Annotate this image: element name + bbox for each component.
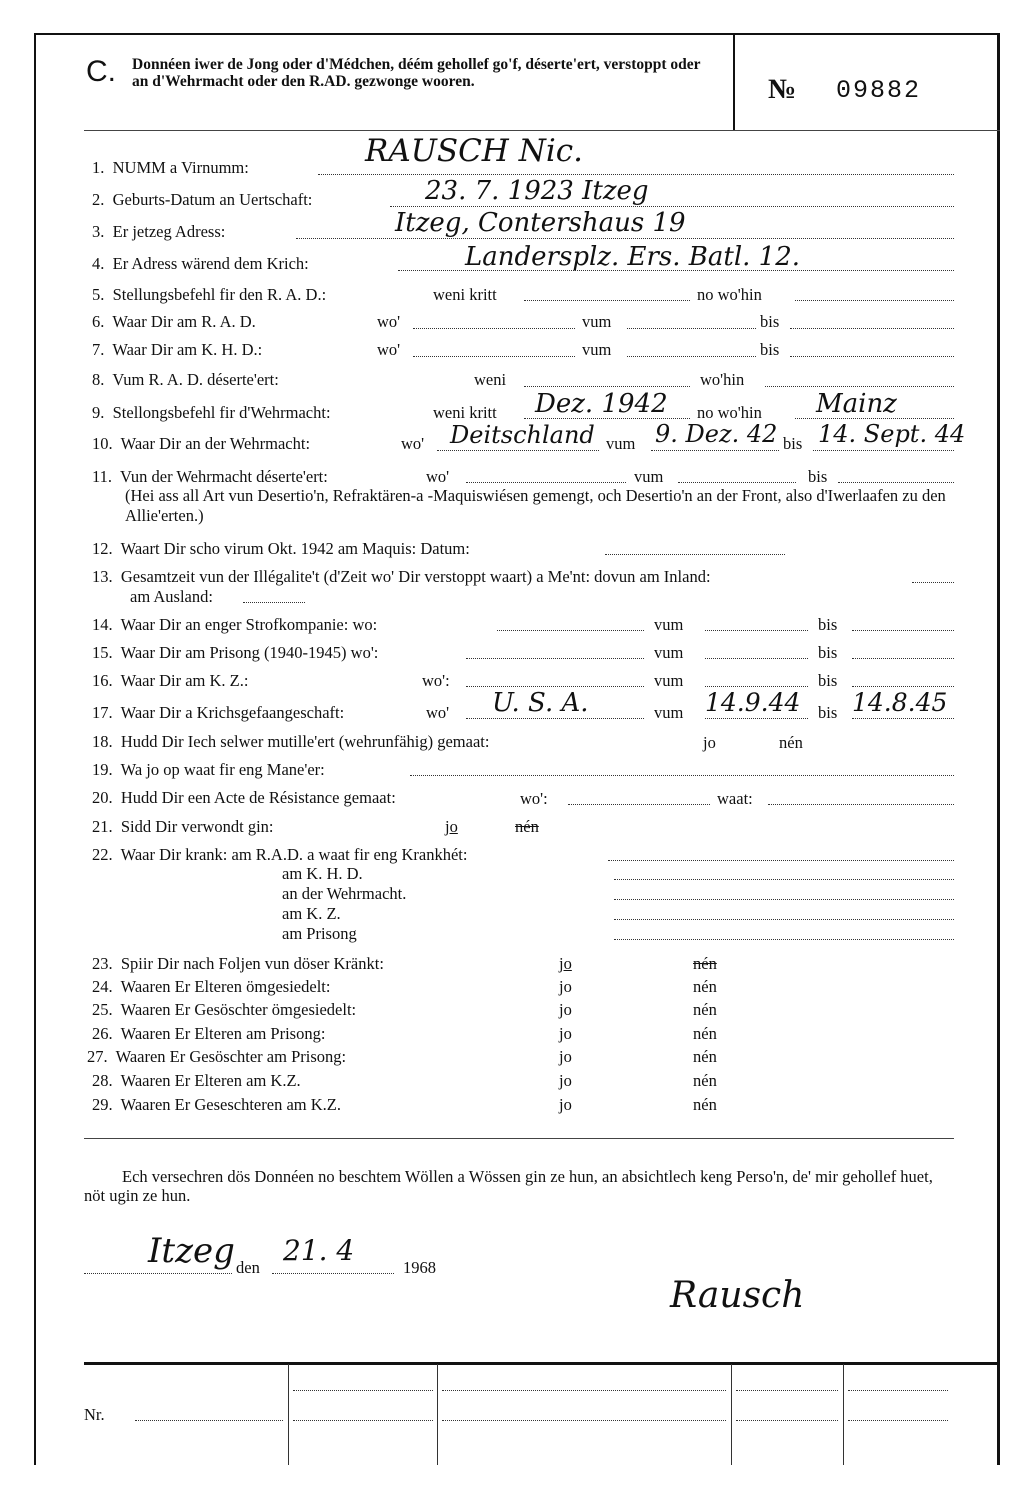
handwritten-wehrmacht-to: 14. Sept. 44 [818,420,966,448]
field-line[interactable] [614,899,954,900]
row-5-nowohin: no wo'hin [697,285,762,304]
row-15-bis: bis [818,643,838,662]
handwritten-wehrmacht-from: 9. Dez. 42 [655,420,778,448]
field-line[interactable] [497,630,644,631]
field-line[interactable] [410,775,954,776]
field-line[interactable] [466,718,644,719]
field-line[interactable] [614,879,954,880]
field-line[interactable] [466,658,644,659]
field-line[interactable] [568,804,710,805]
row-1: 1. NUMM a Virnumm: [92,158,249,177]
field-line[interactable] [413,356,575,357]
field-line[interactable] [614,939,954,940]
date-line[interactable] [272,1273,394,1274]
handwritten-call-place: Mainz [816,389,897,419]
row-4: 4. Er Adress wärend dem Krich: [92,254,309,273]
row-13-abroad: am Ausland: [130,587,213,606]
row-7-wo: wo' [377,340,401,359]
form-number: 09882 [836,76,922,105]
option-nen[interactable]: nén [693,1095,717,1114]
row-16-bis: bis [818,671,838,690]
option-jo[interactable]: jo [703,733,716,752]
row-12: 12. Waart Dir scho virum Okt. 1942 am Maquis: Datum: [92,539,470,558]
option-nen[interactable]: nén [693,1000,717,1019]
field-line-birth[interactable] [390,206,954,207]
option-jo[interactable]: jo [559,1047,572,1066]
row-11-note: (Hei ass all Art vun Desertio'n, Refraktären-a -Maquiswiésen gemengt, och Desertio'n an der Front, also d'Iwerlaafen zu den Allie'erten.) [125,486,946,525]
option-nen[interactable]: nén [779,733,803,752]
row-17-wo: wo' [426,703,450,722]
field-line[interactable] [705,658,808,659]
row-22-sub-wehrmacht: an der Wehrmacht. [282,884,407,903]
field-line[interactable] [795,300,954,301]
row-15: 15. Waar Dir am Prisong (1940-1945) wo': [92,643,379,662]
row-29: 29. Waaren Er Geseschteren am K.Z. [92,1095,341,1114]
field-line[interactable] [813,450,954,451]
row-7-vum: vum [582,340,612,359]
row-14: 14. Waar Dir an enger Strofkompanie: wo: [92,615,378,634]
year-label: 1968 [403,1258,436,1277]
handwritten-call-date: Dez. 1942 [535,389,668,419]
row-17-vum: vum [654,703,684,722]
row-16-vum: vum [654,671,684,690]
field-line[interactable] [852,686,954,687]
row-5: 5. Stellungsbefehl fir den R. A. D.: [92,285,327,304]
handwritten-place: Itzeg [148,1231,235,1271]
place-line[interactable] [84,1273,232,1274]
row-24: 24. Waaren Er Elteren ömgesiedelt: [92,977,331,996]
option-nen-struck[interactable]: nén [515,817,539,836]
handwritten-address: Itzeg, Contershaus 19 [395,208,686,238]
field-line[interactable] [852,658,954,659]
field-line[interactable] [838,482,954,483]
footer-field-line[interactable] [293,1390,433,1391]
field-line-address[interactable] [296,238,954,239]
field-line[interactable] [768,804,954,805]
footer-field-line[interactable] [848,1390,948,1391]
footer-col-divider [843,1364,844,1465]
field-line[interactable] [852,630,954,631]
field-line[interactable] [852,718,954,719]
row-20-waat: waat: [717,789,753,808]
row-11: 11. Vun der Wehrmacht déserte'ert: [92,467,328,486]
row-23: 23. Spiir Dir nach Foljen vun döser Kränkt: [92,954,384,973]
row-22: 22. Waar Dir krank: am R.A.D. a waat fir eng Krankhét: [92,845,468,864]
row-8-weni: weni [474,370,507,389]
option-nen[interactable]: nén [693,977,717,996]
field-line[interactable] [605,554,785,555]
row-6-wo: wo' [377,312,401,331]
row-8-wohin: wo'hin [700,370,745,389]
row-11-wo: wo' [426,467,450,486]
field-line[interactable] [466,482,626,483]
field-line[interactable] [705,718,808,719]
row-11-bis: bis [808,467,828,486]
row-17: 17. Waar Dir a Krichsgefaangeschaft: [92,703,345,722]
row-20: 20. Hudd Dir een Acte de Résistance gemaat: [92,788,396,807]
row-16-wo: wo': [422,671,450,690]
footer-nr-label: Nr. [84,1405,105,1424]
field-line[interactable] [705,630,808,631]
row-10-bis: bis [783,434,803,453]
option-nen-struck[interactable]: nén [693,954,717,973]
option-nen[interactable]: nén [693,1047,717,1066]
option-jo[interactable]: jo [559,1071,572,1090]
option-nen[interactable]: nén [693,1071,717,1090]
row-14-vum: vum [654,615,684,634]
handwritten-birth: 23. 7. 1923 Itzeg [425,176,649,206]
footer-field-line[interactable] [442,1420,726,1421]
footer-field-line[interactable] [442,1390,726,1391]
field-line[interactable] [524,300,690,301]
option-jo-selected[interactable]: jo [559,954,572,973]
footer-col-divider [437,1364,438,1465]
row-6: 6. Waar Dir am R. A. D. [92,312,256,331]
row-11-vum: vum [634,467,664,486]
header-rule [84,130,1000,131]
field-line[interactable] [243,602,305,603]
footer-field-line[interactable] [848,1420,948,1421]
field-line[interactable] [437,450,599,451]
row-9-weni: weni kritt [433,403,497,422]
row-15-vum: vum [654,643,684,662]
row-2: 2. Geburts-Datum an Uertschaft: [92,190,313,209]
row-18: 18. Hudd Dir Iech selwer mutille'ert (wehrunfähig) gemaat: [92,732,490,751]
footer-field-line[interactable] [736,1390,838,1391]
row-10: 10. Waar Dir an der Wehrmacht: [92,434,311,453]
footer-col-divider [731,1364,732,1465]
field-line[interactable] [627,356,756,357]
row-10-vum: vum [606,434,636,453]
row-22-sub-kz: am K. Z. [282,904,341,923]
field-line[interactable] [790,356,954,357]
footer-rule [84,1362,1000,1365]
field-line[interactable] [627,328,756,329]
row-7-bis: bis [760,340,780,359]
field-line[interactable] [705,686,808,687]
field-line[interactable] [790,328,954,329]
field-line[interactable] [608,860,954,861]
signature: Rausch [670,1275,805,1316]
row-19: 19. Wa jo op waat fir eng Mane'er: [92,760,325,779]
row-6-vum: vum [582,312,612,331]
field-line[interactable] [678,482,796,483]
footer-field-line[interactable] [736,1420,838,1421]
row-9-nowohin: no wo'hin [697,403,762,422]
field-line[interactable] [765,386,954,387]
handwritten-name: RAUSCH Nic. [365,133,583,169]
field-line-name[interactable] [318,174,954,175]
row-8: 8. Vum R. A. D. déserte'ert: [92,370,279,389]
row-5-weni: weni kritt [433,285,497,304]
form-title: Donnéen iwer de Jong oder d'Médchen, déém gehollef go'f, déserte'ert, verstoppt oder an d'Wehrmacht oder den R.AD. gezwonge wooren. [132,56,701,90]
row-26: 26. Waaren Er Elteren am Prisong: [92,1024,326,1043]
field-line[interactable] [651,450,779,451]
option-jo-selected[interactable]: jo [445,817,458,836]
option-jo[interactable]: jo [559,1095,572,1114]
handwritten-pow-from: 14.9.44 [705,688,801,717]
row-7: 7. Waar Dir am K. H. D.: [92,340,263,359]
row-6-bis: bis [760,312,780,331]
row-10-wo: wo' [401,434,425,453]
row-14-bis: bis [818,615,838,634]
row-25: 25. Waaren Er Gesöschter ömgesiedelt: [92,1000,357,1019]
row-16: 16. Waar Dir am K. Z.: [92,671,249,690]
row-3: 3. Er jetzeg Adress: [92,222,226,241]
field-line[interactable] [912,582,954,583]
footer-col-divider [288,1364,289,1465]
handwritten-war-address: Landersplz. Ers. Batl. 12. [465,242,801,272]
field-line[interactable] [413,328,575,329]
den-label: den [236,1258,260,1277]
section-letter: C. [86,55,116,88]
option-jo[interactable]: jo [559,1000,572,1019]
option-jo[interactable]: jo [559,977,572,996]
field-line[interactable] [524,386,690,387]
row-9: 9. Stellongsbefehl fir d'Wehrmacht: [92,403,331,422]
row-28: 28. Waaren Er Elteren am K.Z. [92,1071,301,1090]
section-rule [84,1138,954,1139]
row-22-sub-khd: am K. H. D. [282,864,363,883]
header-divider [733,33,735,130]
field-line[interactable] [614,919,954,920]
row-13: 13. Gesamtzeit vun der Illégalite't (d'Zeit wo' Dir verstoppt waart) a Me'nt: dovun am Inland: [92,567,711,586]
option-nen[interactable]: nén [693,1024,717,1043]
handwritten-date: 21. 4 [283,1234,355,1267]
handwritten-pow-place: U. S. A. [492,688,589,718]
number-sign: № [768,74,797,105]
row-21: 21. Sidd Dir verwondt gin: [92,817,274,836]
option-jo[interactable]: jo [559,1024,572,1043]
row-20-wo: wo': [520,789,548,808]
row-22-sub-prisong: am Prisong [282,924,357,943]
field-line[interactable] [466,686,644,687]
handwritten-wehrmacht-place: Deitschland [450,421,595,449]
handwritten-pow-to: 14.8.45 [852,688,948,717]
declaration-text: Ech versechren dös Donnéen no beschtem Wöllen a Wössen gin ze hun, an absichtlech keng Perso'n, de' mir gehollef huet, nöt ugin ze hun. [84,1167,933,1205]
row-17-bis: bis [818,703,838,722]
footer-field-line[interactable] [293,1420,433,1421]
footer-field-line[interactable] [135,1420,283,1421]
row-27: 27. Waaren Er Gesöschter am Prisong: [87,1047,347,1066]
